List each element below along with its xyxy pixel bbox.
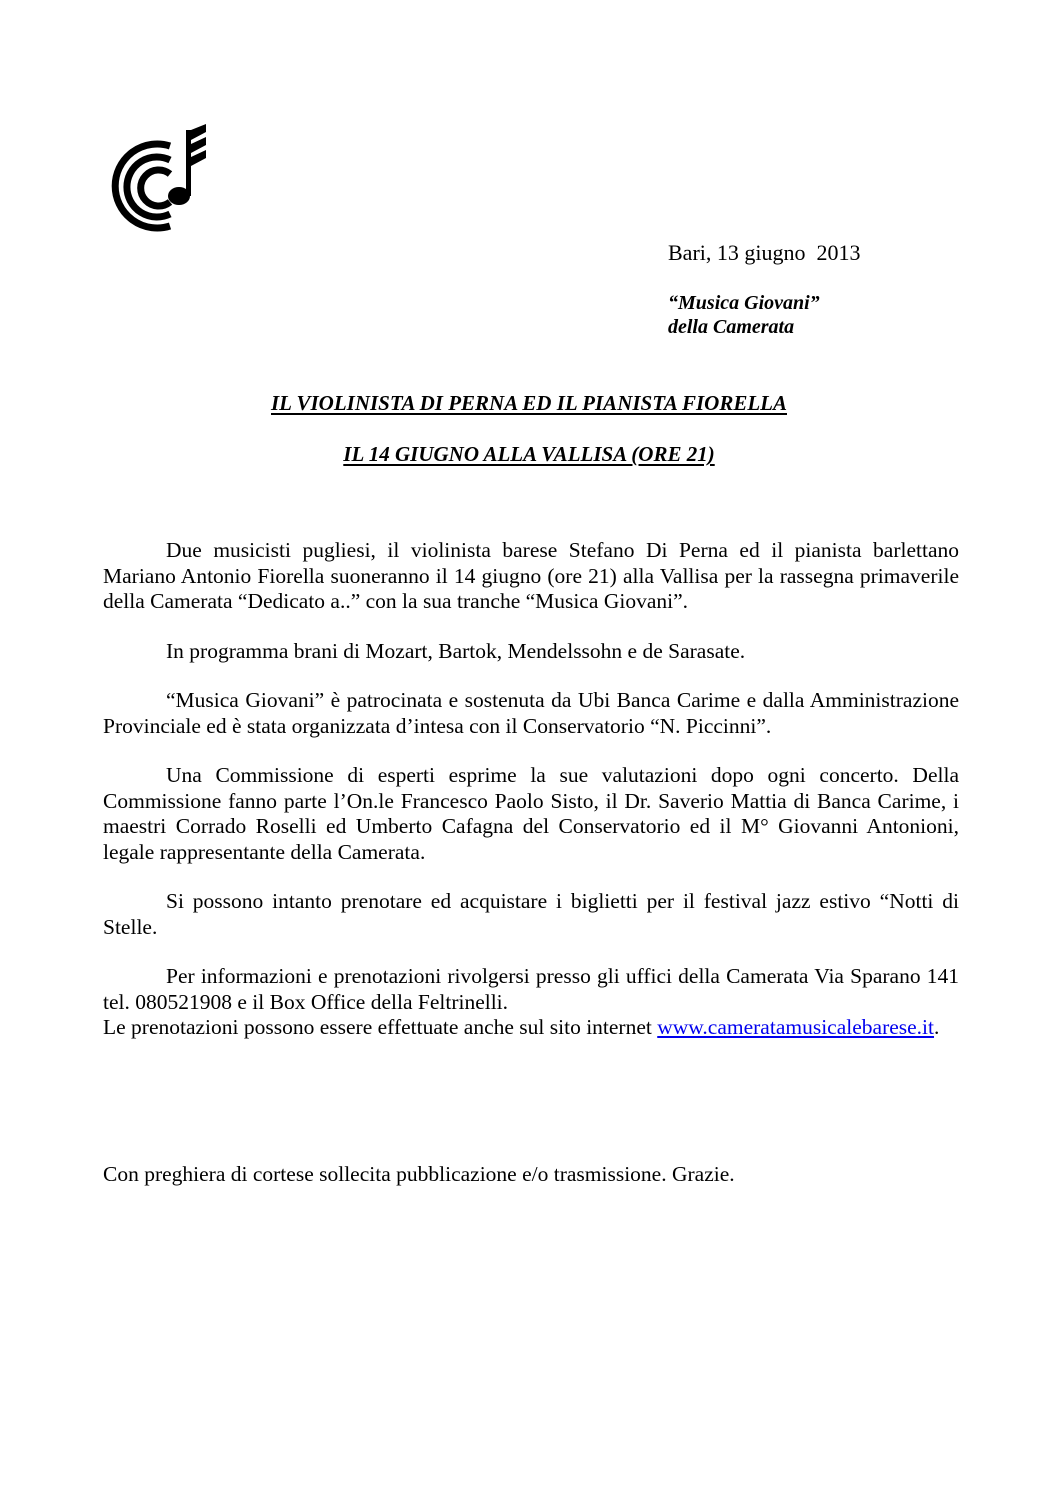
series-name-line1: “Musica Giovani” bbox=[668, 292, 820, 314]
paragraph-sponsors: “Musica Giovani” è patrocinata e sostenuta da Ubi Banca Carime e dalla Amministrazione Provinciale ed è stata organizzata d’intesa con il Conservatorio “N. Piccinni”. bbox=[103, 688, 959, 738]
series-name bbox=[668, 291, 820, 339]
paragraph-intro: Due musicisti pugliesi, il violinista barese Stefano Di Perna ed il pianista barlettano Mariano Antonio Fiorella suoneranno il 14 giugno (ore 21) alla Vallisa per la rassegna primaverile della Camerata “Dedicato a..” con la sua tranche “Musica Giovani”. bbox=[103, 538, 959, 613]
letter-body bbox=[103, 538, 959, 1041]
paragraph-program: In programma brani di Mozart, Bartok, Mendelssohn e de Sarasate. bbox=[166, 638, 746, 663]
camerata-logo-icon bbox=[100, 124, 210, 244]
headline-line1: IL VIOLINISTA DI PERNA ED IL PIANISTA FIORELLA bbox=[271, 391, 787, 415]
booking-text: Le prenotazioni possono essere effettuate anche sul sito internet bbox=[103, 1015, 652, 1039]
paragraph-commission: Una Commissione di esperti esprime la sue valutazioni dopo ogni concerto. Della Commissione fanno parte l’On.le Francesco Paolo Sisto, il Dr. Saverio Mattia di Banca Carime, i maestri Corrado Roselli ed Umberto Cafagna del Conservatorio ed il M° Giovanni Antonioni, legale rappresentante della Camerata. bbox=[103, 763, 959, 864]
paragraph-tickets: Si possono intanto prenotare ed acquistare i biglietti per il festival jazz estivo “Notti di Stelle. bbox=[103, 889, 959, 939]
letter-date: Bari, 13 giugno 2013 bbox=[668, 240, 861, 265]
paragraph-info: Per informazioni e prenotazioni rivolgersi presso gli uffici della Camerata Via Sparano 141 tel. 080521908 e il Box Office della Feltrinelli. bbox=[103, 964, 959, 1014]
paragraph-booking bbox=[103, 1015, 959, 1041]
headline-line2: IL 14 GIUGNO ALLA VALLISA (ORE 21) bbox=[343, 442, 715, 466]
closing-line: Con preghiera di cortese sollecita pubblicazione e/o trasmissione. Grazie. bbox=[103, 1162, 735, 1186]
series-name-line2: della Camerata bbox=[668, 316, 795, 338]
booking-period: . bbox=[934, 1015, 940, 1039]
website-link[interactable]: www.cameratamusicalebarese.it bbox=[657, 1015, 935, 1039]
